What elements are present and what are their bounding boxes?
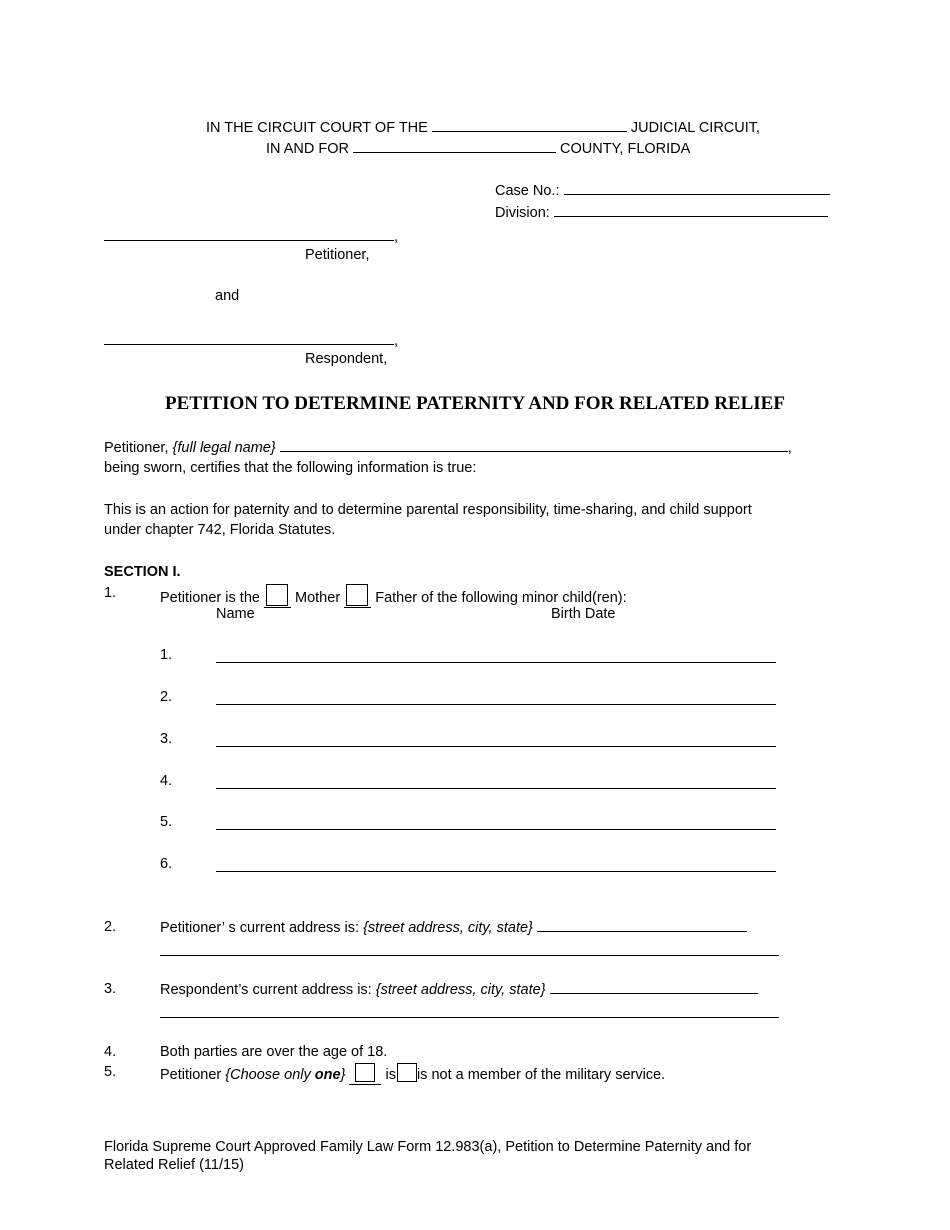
footer-line1: Florida Supreme Court Approved Family Law Form 12.983(a), Petition to Determine Paternity and for [104,1139,752,1155]
child-number: 2. [160,689,173,705]
child-number: 1. [160,647,173,663]
county-line [266,139,690,158]
item5-row [160,1063,665,1085]
item5-hint-bold: one [314,1067,341,1083]
circuit-name-field[interactable] [432,118,627,132]
child-number: 6. [160,856,173,872]
column-birth-date-header: Birth Date [551,606,616,622]
division-field[interactable] [554,203,828,217]
child-field[interactable] [216,746,776,747]
is-military-checkbox[interactable] [355,1063,375,1082]
child-field[interactable] [216,788,776,789]
item4-number: 4. [104,1044,117,1060]
child-field[interactable] [216,704,776,705]
child-field[interactable] [216,829,776,830]
form-title: PETITION TO DETERMINE PATERNITY AND FOR RELATED RELIEF [165,393,785,414]
item5-number: 5. [104,1064,117,1080]
item3-text: Respondent’s current address is: [160,982,372,998]
item5-is: is [385,1067,396,1083]
item1-number: 1. [104,585,117,601]
petitioner-full-name-row: Petitioner, {full legal name} , [104,440,792,456]
petitioner-address-field-line2[interactable] [160,955,779,956]
item5-suffix: is not a member of the military service. [416,1067,666,1083]
petitioner-label: Petitioner, [305,247,370,263]
item1-prefix: Petitioner is the [160,590,260,606]
item4-text: Both parties are over the age of 18. [160,1044,388,1060]
item3-row [160,980,758,999]
respondent-address-field[interactable] [550,980,758,994]
court-prefix: IN THE CIRCUIT COURT OF THE [206,120,428,136]
respondent-name-field[interactable] [104,331,394,345]
action-text-line2: under chapter 742, Florida Statutes. [104,522,336,538]
respondent-name-row: , [104,331,398,350]
petitioner-name-row: , [104,227,398,246]
item5-hint: {Choose only [225,1067,315,1083]
case-number-row [495,181,830,200]
county-prefix: IN AND FOR [266,141,349,157]
division-row [495,203,828,222]
petitioner-full-name-field[interactable] [280,438,788,452]
item3-number: 3. [104,981,117,997]
item3-hint: {street address, city, state} [375,982,546,998]
mother-checkbox[interactable] [266,584,288,606]
intro-petitioner-label: Petitioner, [104,440,169,456]
mother-label: Mother [295,590,341,606]
item2-row [160,918,747,937]
county-suffix: COUNTY, FLORIDA [560,141,691,157]
petitioner-address-field[interactable] [537,918,747,932]
respondent-address-field-line2[interactable] [160,1017,779,1018]
section-heading: SECTION I. [104,564,181,580]
child-field[interactable] [216,871,776,872]
sworn-text: being sworn, certifies that the following information is true: [104,460,477,476]
respondent-label: Respondent, [305,351,388,367]
child-number: 3. [160,731,173,747]
division-label: Division: [495,205,550,221]
item2-text: Petitioner’ s current address is: [160,920,360,936]
full-name-hint: {full legal name} [172,440,276,456]
father-checkbox[interactable] [346,584,368,606]
is-not-military-checkbox[interactable] [397,1063,417,1082]
child-number: 5. [160,814,173,830]
child-field[interactable] [216,662,776,663]
item5-hint-end: } [340,1067,346,1083]
case-number-field[interactable] [564,181,830,195]
item5-prefix: Petitioner [160,1067,222,1083]
action-text-line1: This is an action for paternity and to determine parental responsibility, time-sharing, and child support [104,502,752,518]
petitioner-name-field[interactable] [104,227,394,241]
child-number: 4. [160,773,173,789]
father-label: Father of the following minor child(ren): [375,590,627,606]
and-label: and [215,288,240,304]
circuit-suffix: JUDICIAL CIRCUIT, [630,120,761,136]
footer-line2: Related Relief (11/15) [104,1157,244,1173]
item2-hint: {street address, city, state} [363,920,533,936]
item2-number: 2. [104,919,117,935]
county-name-field[interactable] [353,139,556,153]
column-name-header: Name [216,606,255,622]
court-circuit-line [206,118,760,137]
case-no-label: Case No.: [495,183,560,199]
